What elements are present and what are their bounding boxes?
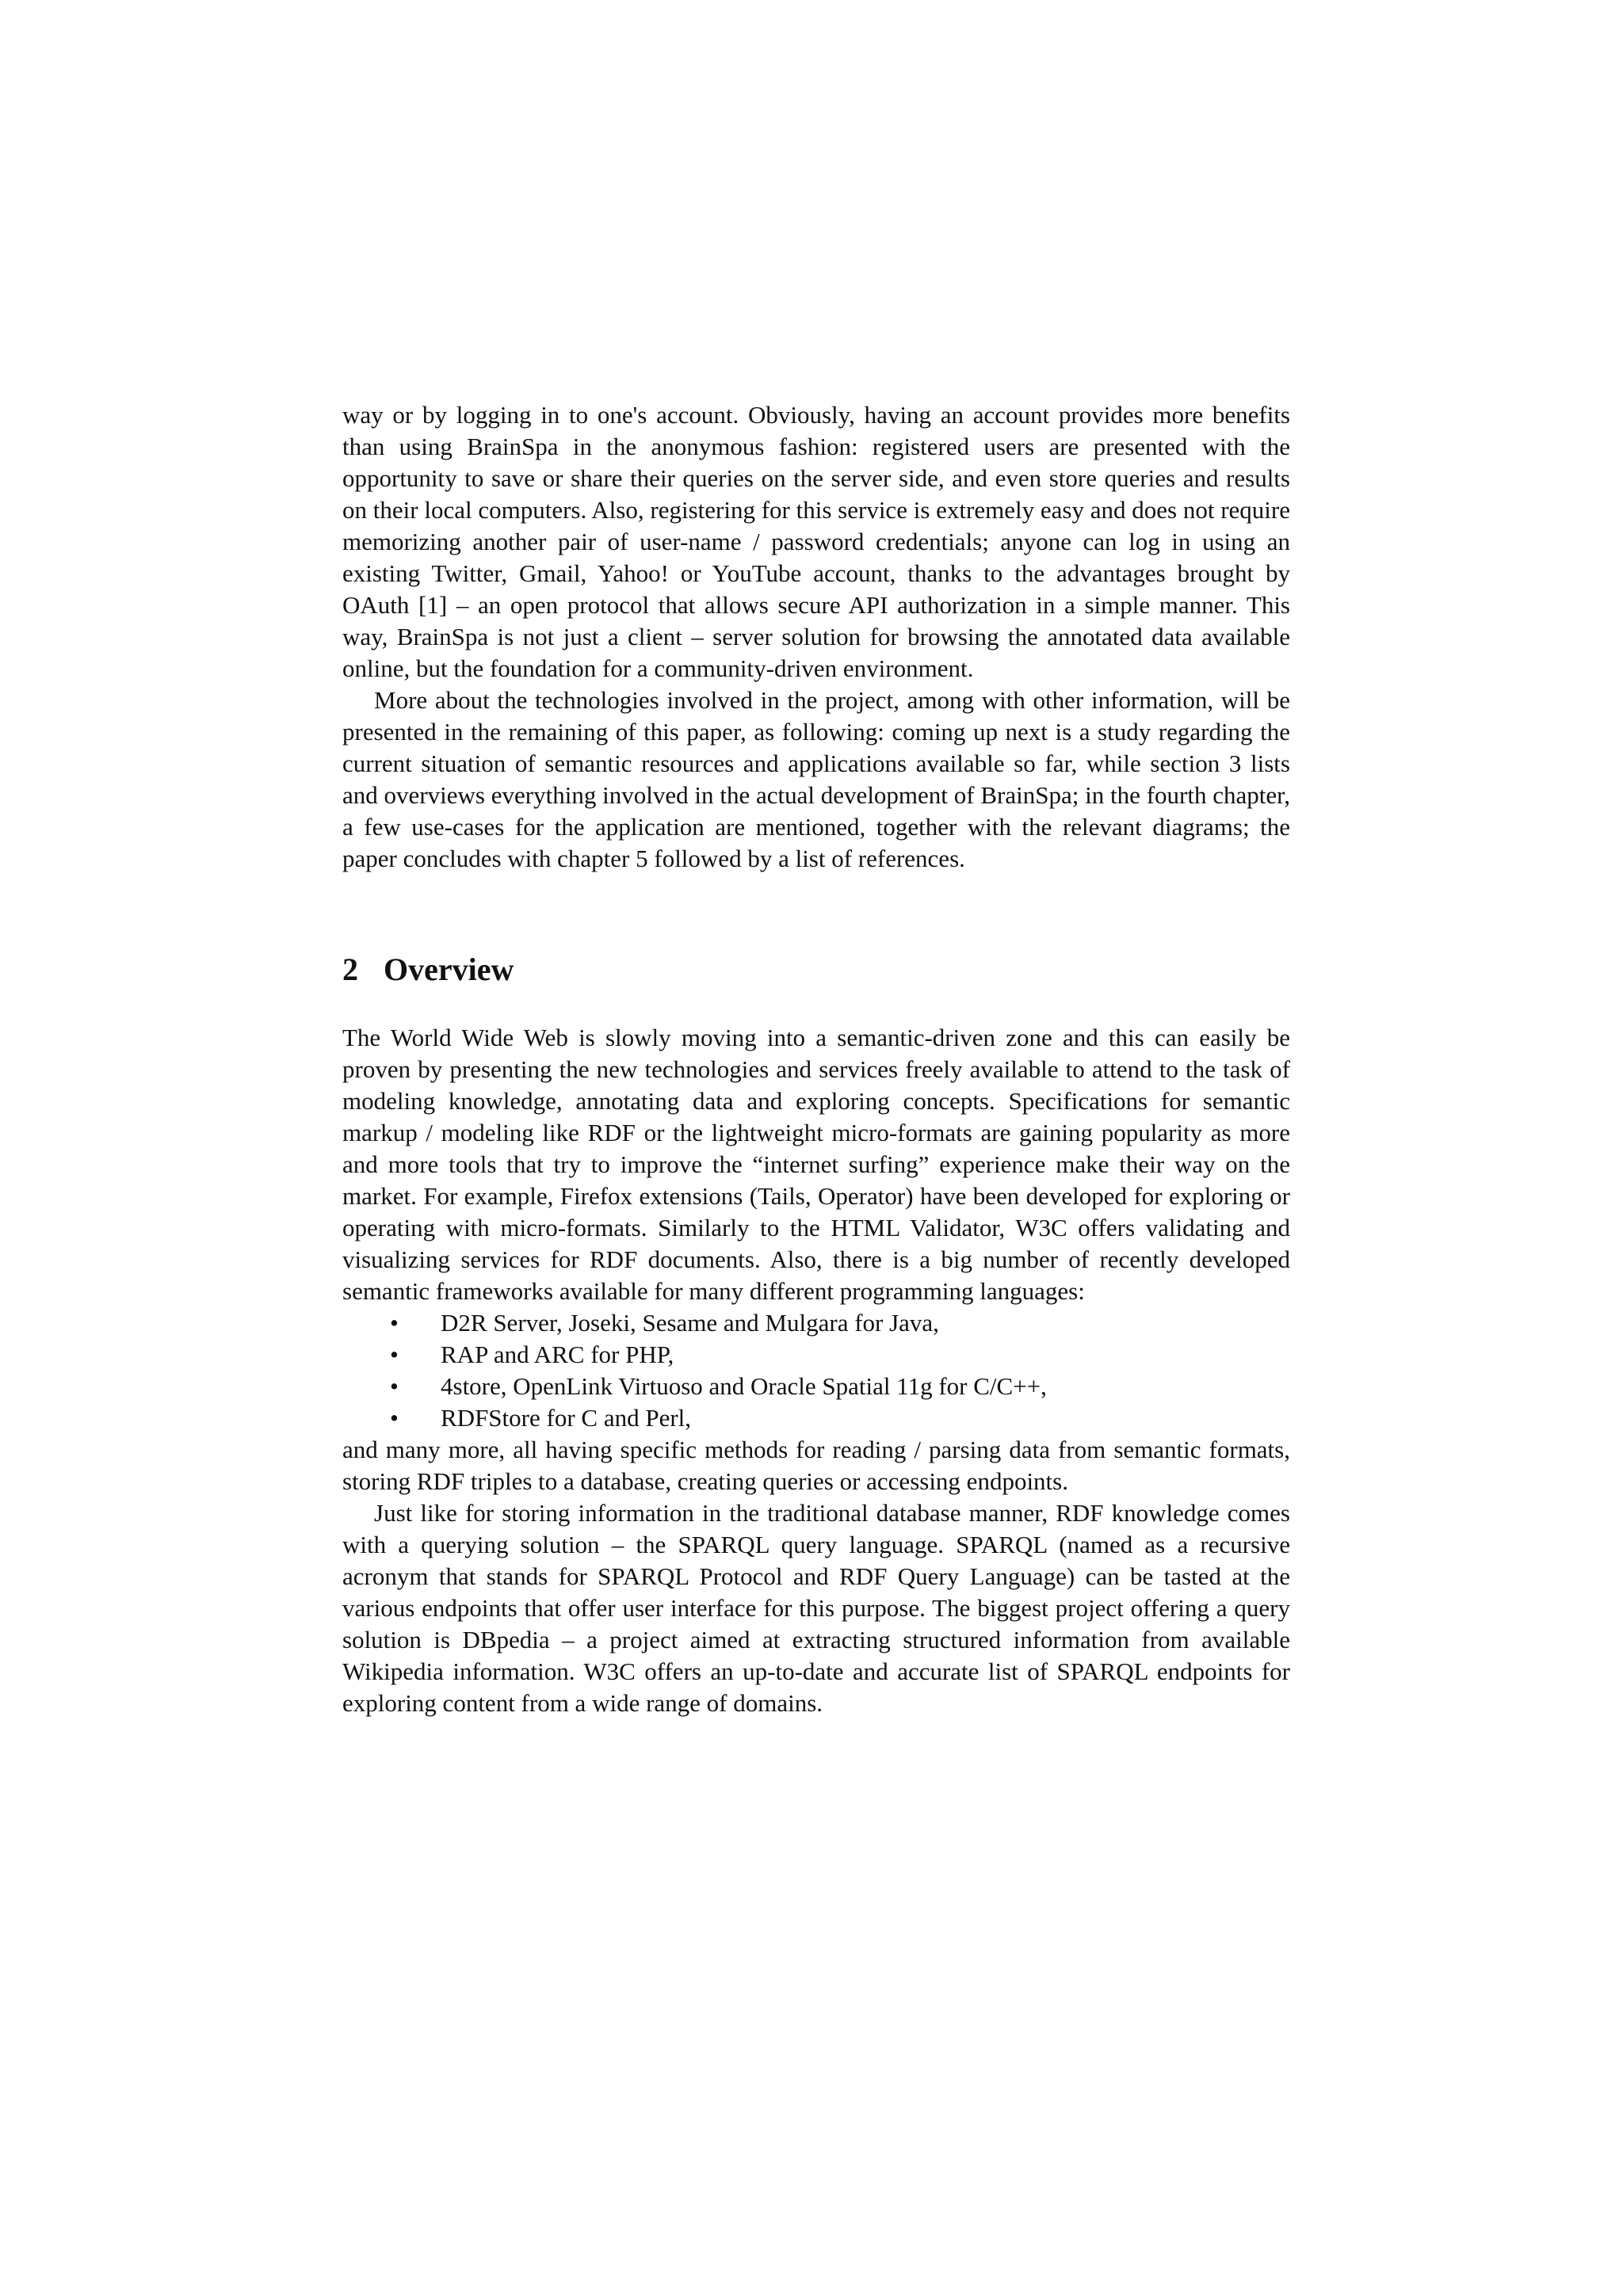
paper-page xyxy=(342,399,1290,1719)
bullet-icon: • xyxy=(390,1309,399,1337)
overview-paragraph-2: and many more, all having specific methods for reading / parsing data from semantic formats, storing RDF triples to a database, creating queries or accessing endpoints. xyxy=(342,1436,1290,1495)
list-item: • 4store, OpenLink Virtuoso and Oracle Spatial 11g for C/C++, xyxy=(342,1371,1290,1402)
list-item: • D2R Server, Joseki, Sesame and Mulgara for Java, xyxy=(342,1307,1290,1339)
section-title: Overview xyxy=(384,952,514,987)
bullet-icon: • xyxy=(390,1372,399,1400)
intro-paragraph-2: More about the technologies involved in the project, among with other information, will be presented in the remaining of this paper, as following: coming up next is a study regarding the current situation of semantic resources and applications available so far, while section 3 lists and overviews everything involved in the actual development of BrainSpa; in the fourth chapter, a few use-cases for the application are mentioned, together with the relevant diagrams; the paper concludes with chapter 5 followed by a list of references. xyxy=(342,686,1290,872)
overview-paragraph-1: The World Wide Web is slowly moving into a semantic-driven zone and this can easily be proven by presenting the new technologies and services freely available to attend to the task of modeling knowledge, annotating data and exploring concepts. Specifications for semantic markup / modeling like RDF or the lightweight micro-formats are gaining popularity as more and more tools that try to improve the “internet surfing” experience make their way on the market. For example, Firefox extensions (Tails, Operator) have been developed for exploring or operating with micro-formats. Similarly to the HTML Validator, W3C offers validating and visualizing services for RDF documents. Also, there is a big number of recently developed semantic frameworks available for many different programming languages: xyxy=(342,1024,1290,1305)
overview-paragraph-3: Just like for storing information in the traditional database manner, RDF knowledge comes with a querying solution – the SPARQL query language. SPARQL (named as a recursive acronym that stands for SPARQL Protocol and RDF Query Language) can be tasted at the various endpoints that offer user interface for this purpose. The biggest project offering a query solution is DBpedia – a project aimed at extracting structured information from available Wikipedia information. W3C offers an up-to-date and accurate list of SPARQL endpoints for exploring content from a wide range of domains. xyxy=(342,1499,1290,1717)
bullet-icon: • xyxy=(390,1341,399,1368)
intro-paragraph-1: way or by logging in to one's account. Obviously, having an account provides more benefits than using BrainSpa in the anonymous fashion: registered users are presented with the opportunity to save or share their queries on the server side, and even store queries and results on their local computers. Also, registering for this service is extremely easy and does not require memorizing another pair of user-name / password credentials; anyone can log in using an existing Twitter, Gmail, Yahoo! or YouTube account, thanks to the advantages brought by OAuth [1] – an open protocol that allows secure API authorization in a simple manner. This way, BrainSpa is not just a client – server solution for browsing the annotated data available online, but the foundation for a community-driven environment. xyxy=(342,401,1290,682)
section-number: 2 xyxy=(342,952,358,987)
list-item: • RDFStore for C and Perl, xyxy=(342,1402,1290,1434)
list-item: • RAP and ARC for PHP, xyxy=(342,1339,1290,1371)
section-heading xyxy=(342,951,1290,989)
framework-list xyxy=(342,1307,1290,1434)
bullet-icon: • xyxy=(390,1404,399,1432)
